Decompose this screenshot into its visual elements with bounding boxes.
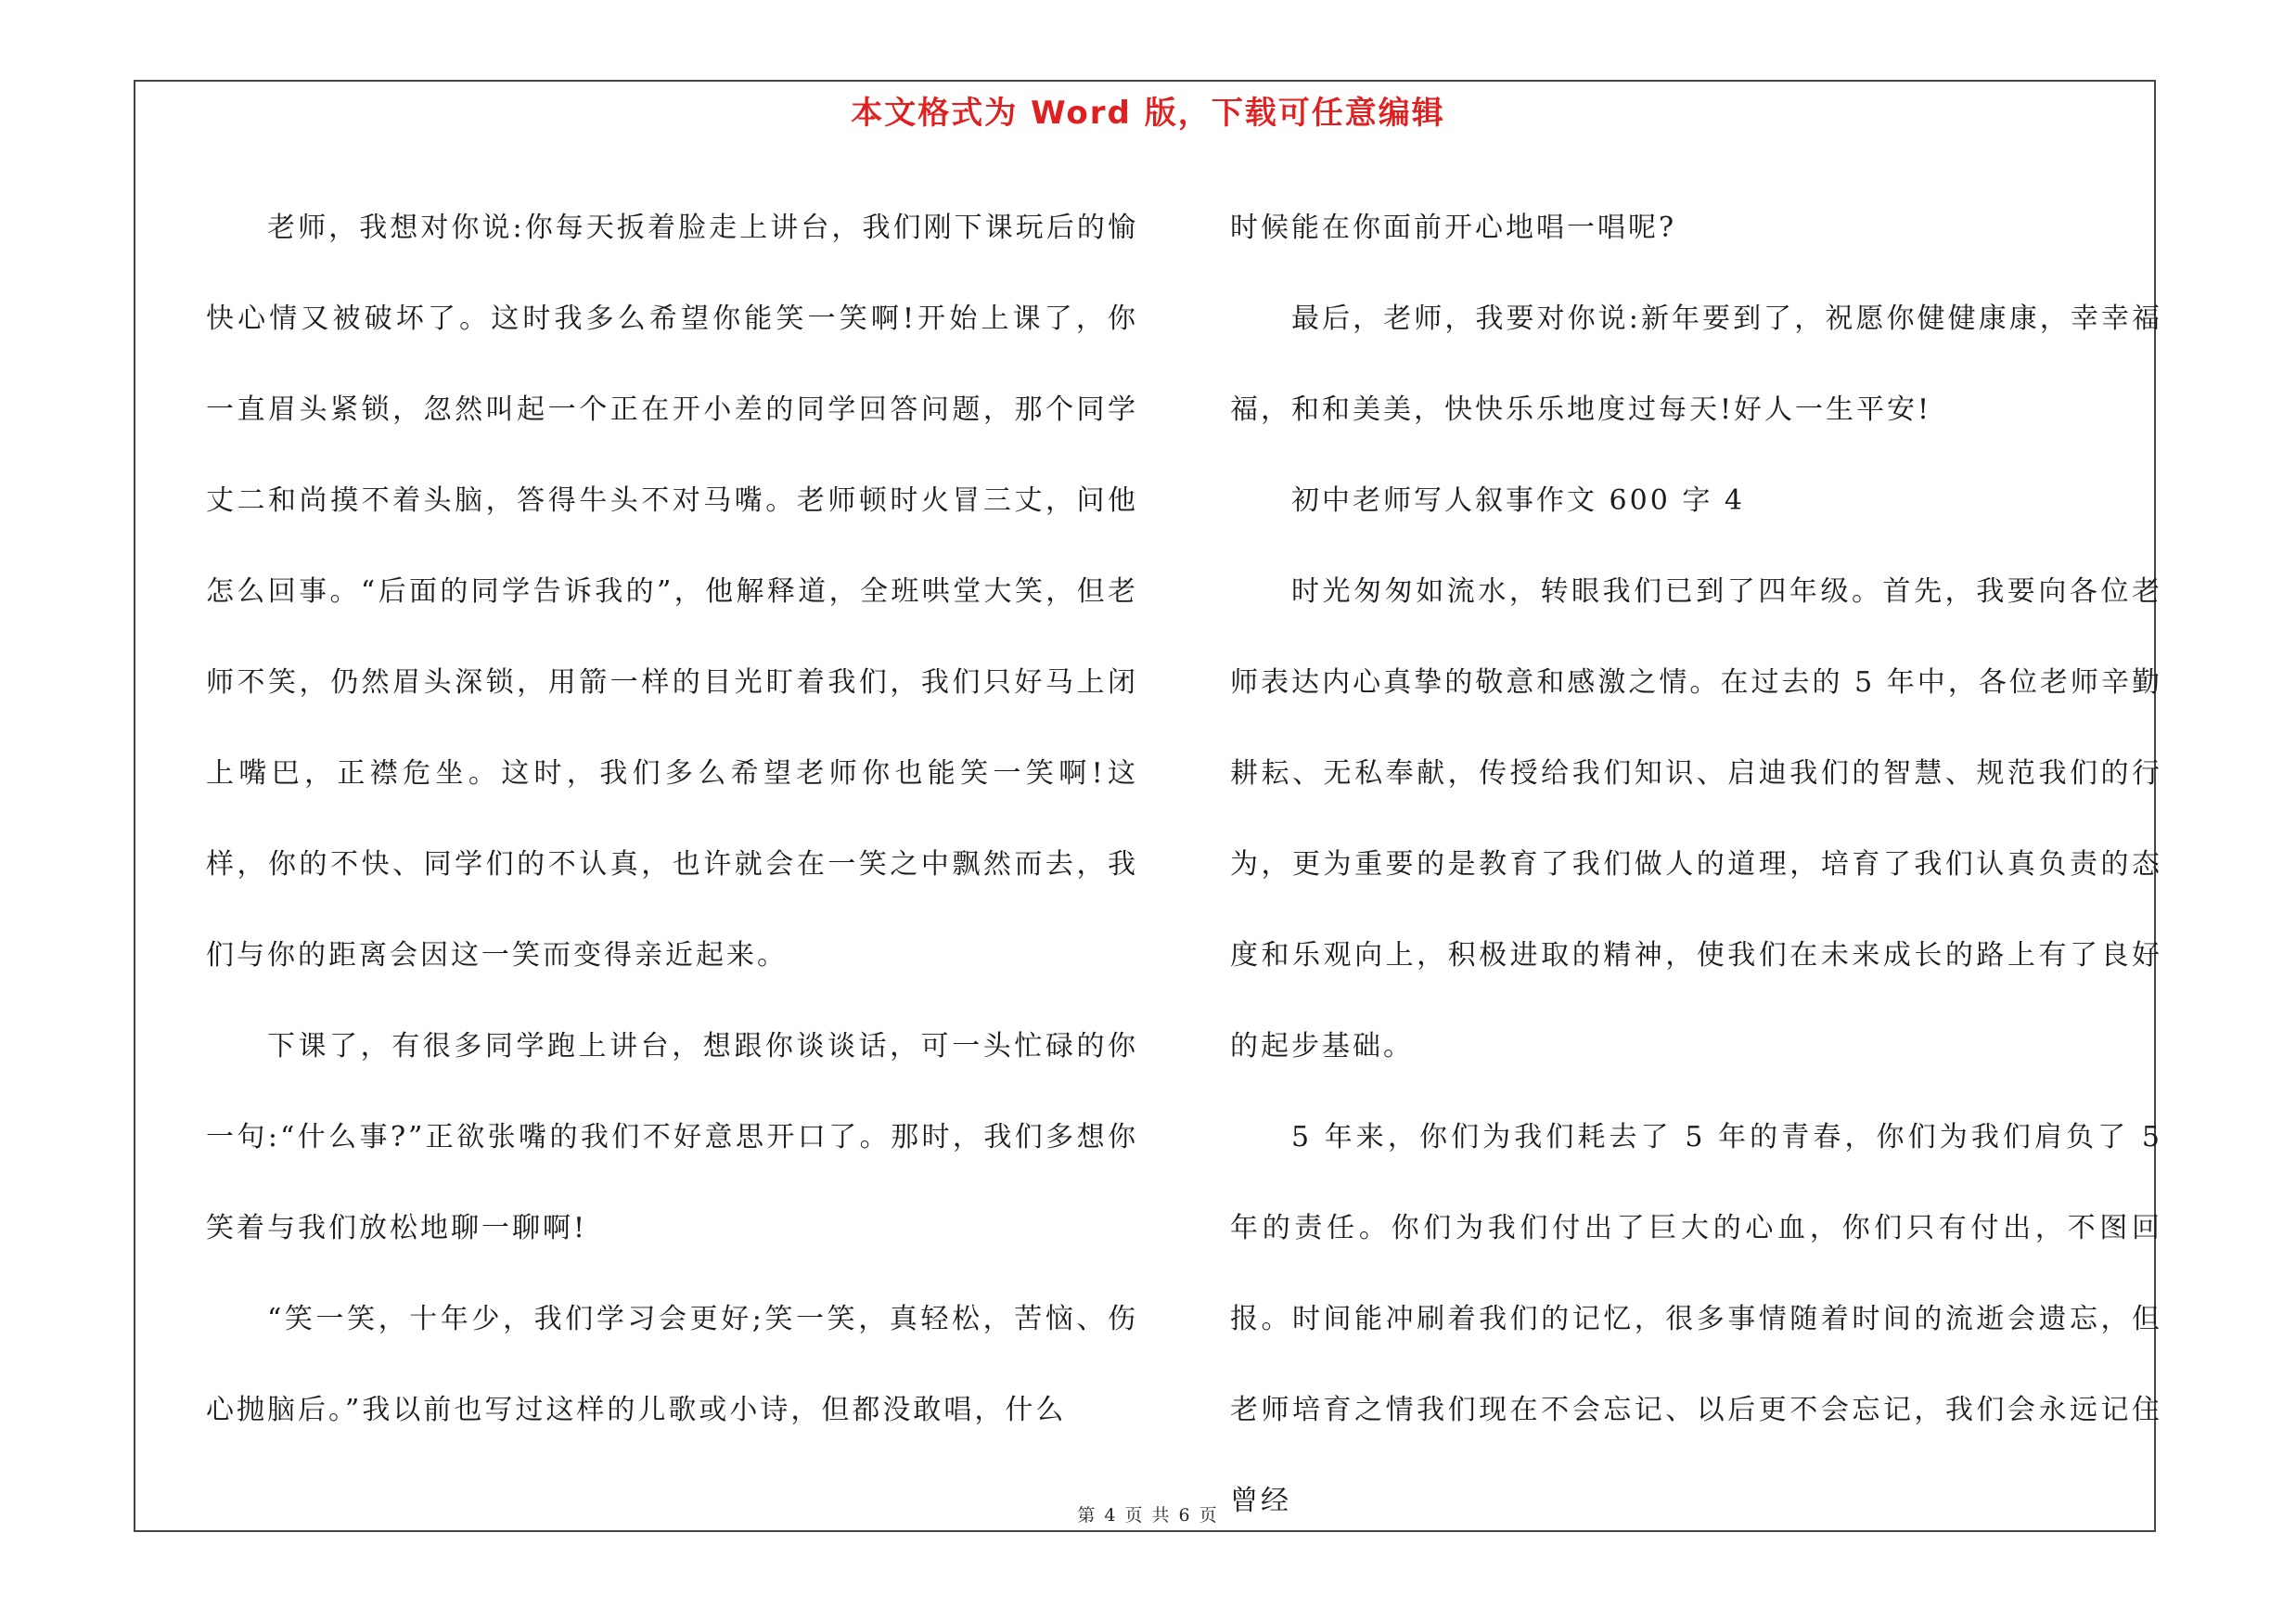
document-banner: 本文格式为 Word 版，下载可任意编辑: [851, 95, 1445, 132]
right-column: [1230, 183, 2162, 1547]
page-number: 第 4 页 共 6 页: [1077, 1505, 1219, 1526]
paragraph: 下课了，有很多同学跑上讲台，想跟你谈谈话，可一头忙碌的你一句:“什么事?”正欲张嘴的我们不好意思开口了。那时，我们多想你笑着与我们放松地聊一聊啊!: [206, 1030, 1138, 1244]
paragraph: 最后，老师，我要对你说:新年要到了，祝愿你健健康康，幸幸福福，和和美美，快快乐乐地度过每天!好人一生平安!: [1230, 303, 2162, 426]
paragraph: 时光匆匆如流水，转眼我们已到了四年级。首先，我要向各位老师表达内心真挚的敬意和感激之情。在过去的 5 年中，各位老师辛勤耕耘、无私奉献，传授给我们知识、启迪我们的智慧、规范我们的行为，更为重要的是教育了我们做人的道理，培育了我们认真负责的态度和乐观向上，积极进取的精神，使我们在未来成长的路上有了良好的起步基础。: [1230, 575, 2162, 1063]
left-column: [206, 183, 1138, 1456]
paragraph: 时候能在你面前开心地唱一唱呢?: [1230, 212, 1677, 244]
paragraph: 老师，我想对你说:你每天扳着脸走上讲台，我们刚下课玩后的愉快心情又被破坏了。这时我多么希望你能笑一笑啊!开始上课了，你一直眉头紧锁，忽然叫起一个正在开小差的同学回答问题，那个同学丈二和尚摸不着头脑，答得牛头不对马嘴。老师顿时火冒三丈，问他怎么回事。“后面的同学告诉我的”，他解释道，全班哄堂大笑，但老师不笑，仍然眉头深锁，用箭一样的目光盯着我们，我们只好马上闭上嘴巴，正襟危坐。这时，我们多么希望老师你也能笑一笑啊!这样，你的不快、同学们的不认真，也许就会在一笑之中飘然而去，我们与你的距离会因这一笑而变得亲近起来。: [206, 212, 1138, 972]
paragraph: 5 年来，你们为我们耗去了 5 年的青春，你们为我们肩负了 5 年的责任。你们为我们付出了巨大的心血，你们只有付出，不图回报。时间能冲刷着我们的记忆，很多事情随着时间的流逝会遗忘，但老师培育之情我们现在不会忘记、以后更不会忘记，我们会永远记住曾经: [1230, 1121, 2162, 1517]
paragraph: “笑一笑，十年少，我们学习会更好;笑一笑，真轻松，苦恼、伤心抛脑后。”我以前也写过这样的儿歌或小诗，但都没敢唱，什么: [206, 1303, 1138, 1426]
section-heading: 初中老师写人叙事作文 600 字 4: [1291, 484, 1745, 517]
